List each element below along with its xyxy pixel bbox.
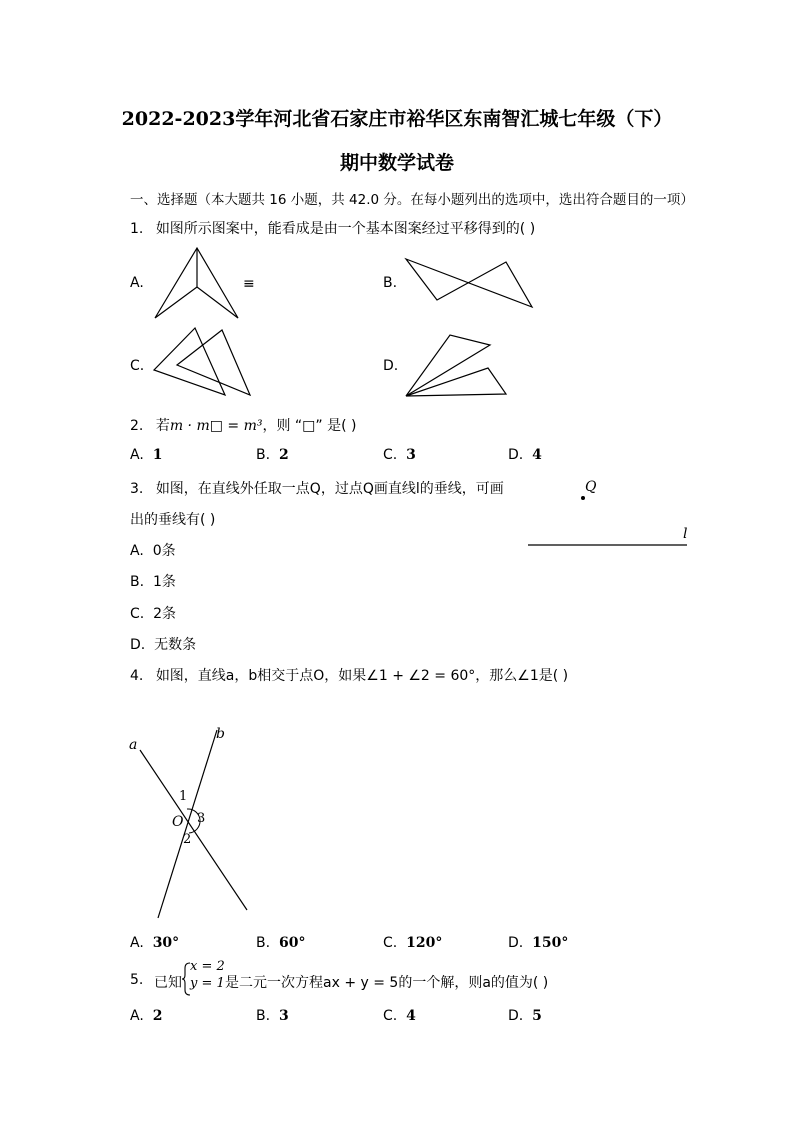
q5-option-b: B. 3 bbox=[256, 1008, 289, 1024]
q4-label-3: 3 bbox=[197, 811, 206, 826]
question-math: m · m□ = m³ bbox=[169, 418, 263, 434]
q3-point-label: Q bbox=[585, 479, 597, 495]
question-number: 3. bbox=[130, 481, 144, 497]
q3-option-b: B. 1条 bbox=[130, 574, 176, 590]
question-number: 2. bbox=[130, 418, 144, 434]
q5-option-d: D. 5 bbox=[508, 1008, 542, 1024]
q2-option-b: B. 2 bbox=[256, 447, 289, 463]
option-c-label: C. bbox=[130, 358, 145, 374]
question-4 bbox=[130, 665, 568, 685]
q3-option-d: D. 无数条 bbox=[130, 637, 197, 653]
q4-option-d: D. 150° bbox=[508, 935, 569, 951]
page-subtitle: 期中数学试卷 bbox=[339, 152, 454, 174]
q5-system-top: x = 2 bbox=[190, 959, 225, 974]
q5-stem-post: 是二元一次方程ax + y = 5的一个解，则a的值为( ) bbox=[225, 975, 549, 991]
option-d-label: D. bbox=[383, 358, 399, 374]
q4-label-a: a bbox=[129, 737, 138, 753]
q4-option-a: A. 30° bbox=[130, 935, 180, 951]
question-stem-line1: 如图，在直线外任取一点Q，过点Q画直线l的垂线，可画 bbox=[155, 481, 504, 497]
q4-option-b: B. 60° bbox=[256, 935, 306, 951]
question-2 bbox=[130, 415, 356, 435]
q5-stem-pre: 已知 bbox=[154, 975, 182, 991]
section-heading: 一、选择题（本大题共 16 小题，共 42.0 分。在每小题列出的选项中，选出符合题目的一项） bbox=[130, 192, 694, 208]
question-1 bbox=[130, 218, 535, 238]
q3-figure bbox=[525, 478, 695, 553]
q4-option-c: C. 120° bbox=[383, 935, 443, 951]
question-stem-pre: 若 bbox=[155, 418, 170, 434]
q1-figure-b bbox=[402, 255, 537, 310]
q4-label-2: 2 bbox=[183, 832, 192, 847]
q4-label-1: 1 bbox=[179, 789, 188, 804]
page-title: 2022-2023学年河北省石家庄市裕华区东南智汇城七年级（下） bbox=[121, 108, 673, 130]
q3-option-c: C. 2条 bbox=[130, 606, 177, 622]
question-3 bbox=[130, 478, 504, 498]
option-b-label: B. bbox=[383, 275, 398, 291]
q2-option-c: C. 3 bbox=[383, 447, 416, 463]
question-stem: 如图，直线a，b相交于点O，如果∠1 + ∠2 = 60°，那么∠1是( ) bbox=[155, 668, 569, 684]
question-number: 1. bbox=[130, 221, 144, 237]
question-stem-post: ，则 “□” 是( ) bbox=[262, 418, 357, 434]
option-a-label: A. bbox=[130, 275, 144, 291]
q5-number: 5. bbox=[130, 972, 144, 988]
q2-option-d: D. 4 bbox=[508, 447, 542, 463]
q4-figure bbox=[125, 725, 255, 920]
q4-label-b: b bbox=[216, 726, 225, 742]
q3-line-label: l bbox=[683, 526, 688, 542]
question-number: 4. bbox=[130, 668, 144, 684]
q5-system-bottom: y = 1 bbox=[190, 976, 225, 991]
q5-option-a: A. 2 bbox=[130, 1008, 163, 1024]
q1-figure-d bbox=[402, 330, 512, 400]
q3-option-a: A. 0条 bbox=[130, 543, 176, 559]
q5-option-c: C. 4 bbox=[383, 1008, 416, 1024]
question-stem: 如图所示图案中，能看成是由一个基本图案经过平移得到的( ) bbox=[155, 221, 536, 237]
q1-figure-a bbox=[150, 245, 245, 325]
q1-figure-c bbox=[150, 325, 255, 400]
q4-label-o: O bbox=[172, 814, 184, 830]
option-a-note: ≡ bbox=[243, 276, 255, 292]
question-stem-line2: 出的垂线有( ) bbox=[130, 512, 216, 528]
q2-option-a: A. 1 bbox=[130, 447, 163, 463]
